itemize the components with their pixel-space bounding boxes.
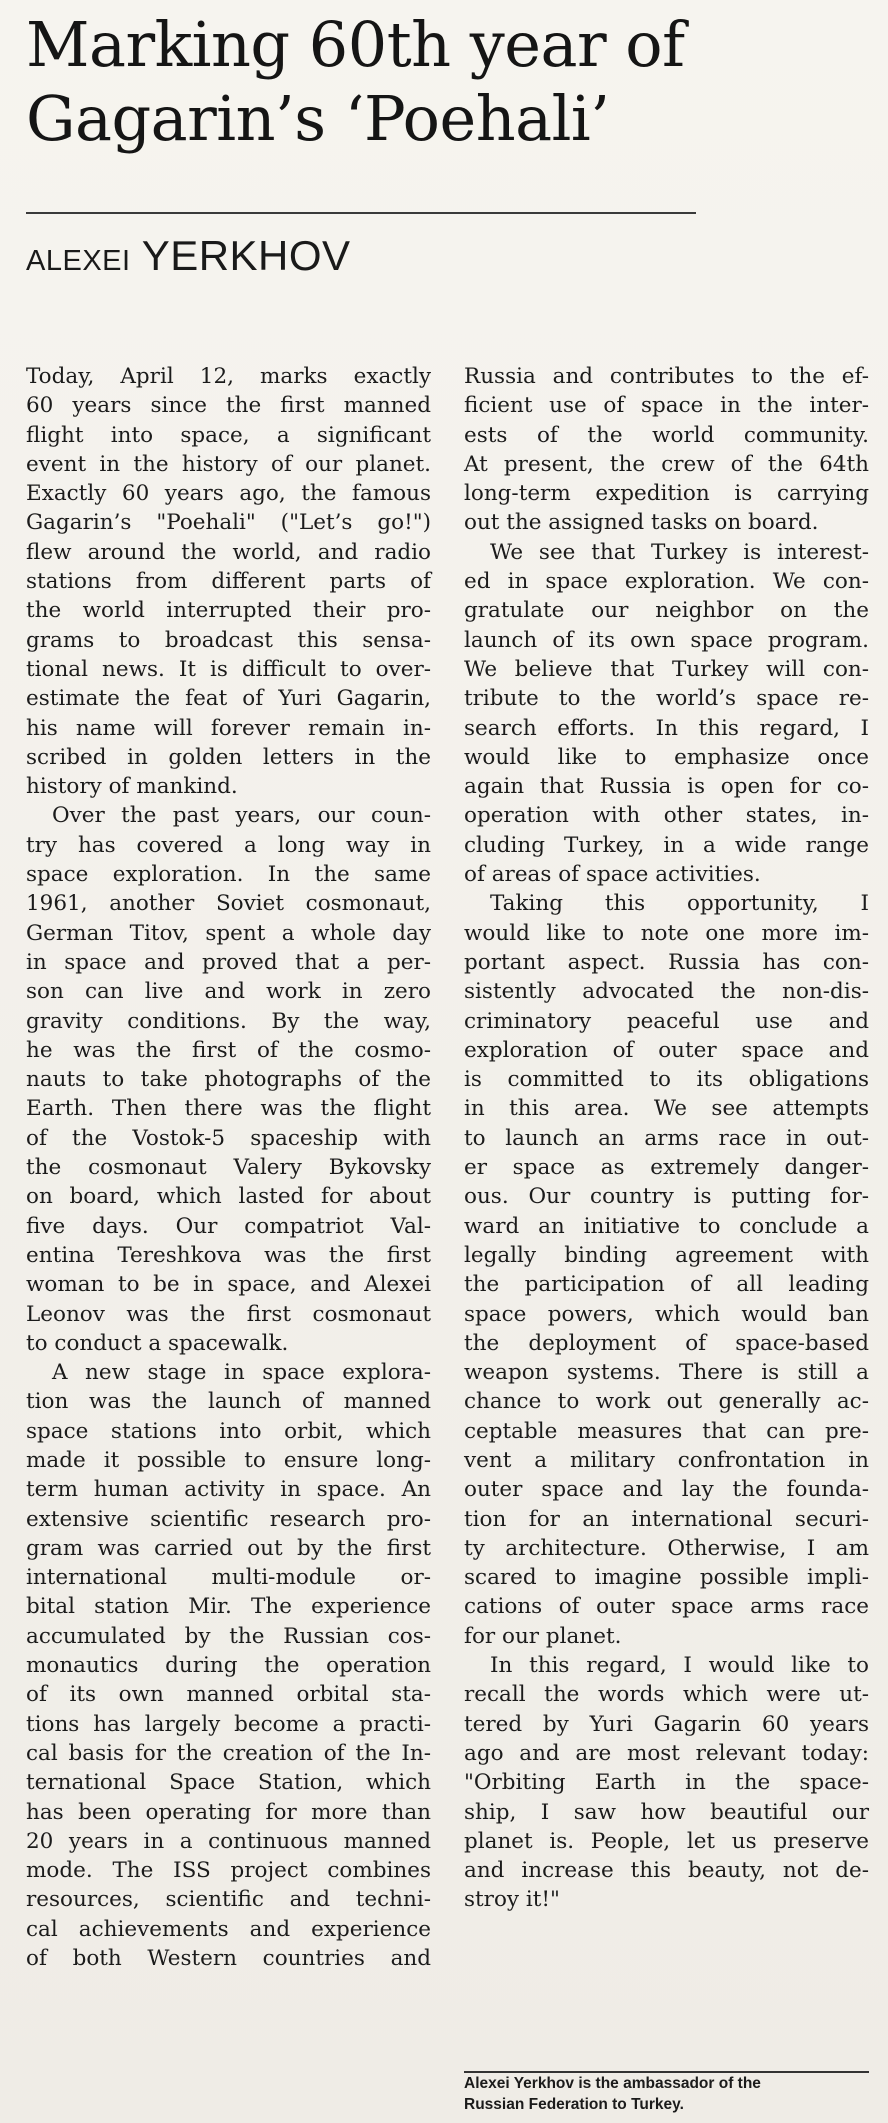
article-text-line: tion was the launch of manned	[26, 1389, 431, 1415]
article-text-line: ty architecture. Otherwise, I am	[464, 1535, 869, 1561]
article-text-line: cluding Turkey, in a wide range	[464, 832, 869, 858]
article-text-line: of the Vostok-5 spaceship with	[26, 1125, 431, 1151]
article-text-line: ed in space exploration. We con-	[464, 569, 869, 595]
article-column-right	[464, 362, 869, 1915]
article-text-line: tribute to the world’s space re-	[464, 686, 869, 712]
article-text-line: nauts to take photographs of the	[26, 1067, 431, 1093]
article-text-line: recall the words which were ut-	[464, 1682, 869, 1708]
article-text-line: to conduct a spacewalk.	[26, 1330, 289, 1356]
article-text-line: Russia and contributes to the ef-	[464, 364, 869, 389]
article-text-line: to launch an arms race in out-	[464, 1125, 869, 1151]
article-column-left	[26, 362, 431, 1973]
article-text-line: of its own manned orbital sta-	[26, 1682, 431, 1708]
headline-line-1: Marking 60th year of	[26, 8, 685, 81]
article-text-line: space stations into orbit, which	[26, 1418, 431, 1444]
byline-first-name: ALEXEI	[26, 245, 131, 277]
article-text-line: and increase this beauty, not de-	[464, 1858, 869, 1884]
article-text-line: chance to work out generally ac-	[464, 1389, 869, 1415]
article-text-line: in space and proved that a per-	[26, 949, 431, 975]
byline	[26, 232, 351, 285]
article-text-line: Gagarin’s "Poehali" ("Let’s go!")	[26, 510, 431, 536]
article-text-line: 60 years since the first manned	[26, 393, 431, 419]
article-text-line: portant aspect. Russia has con-	[464, 949, 869, 975]
article-text-line: of areas of space activities.	[464, 862, 761, 888]
article-text-line: estimate the feat of Yuri Gagarin,	[26, 686, 431, 712]
article-text-line: he was the first of the cosmo-	[26, 1037, 431, 1063]
article-text-line: ceptable measures that can pre-	[464, 1418, 869, 1444]
article-text-line: outer space and lay the founda-	[464, 1477, 869, 1503]
article-text-line: the participation of all leading	[464, 1272, 869, 1298]
article-text-line: In this regard, I would like to	[490, 1653, 869, 1679]
article-text-line: vent a military confrontation in	[464, 1447, 869, 1473]
article-text-line: ship, I saw how beautiful our	[464, 1799, 869, 1825]
article-text-line: five days. Our compatriot Val-	[26, 1213, 431, 1239]
article-text-line: cal basis for the creation of the In-	[26, 1740, 431, 1766]
article-text-line: son can live and work in zero	[26, 979, 431, 1005]
article-text-line: 20 years in a continuous manned	[26, 1828, 431, 1854]
article-text-line: try has covered a long way in	[26, 832, 431, 858]
article-text-line: bital station Mir. The experience	[26, 1594, 431, 1620]
article-text-line: history of mankind.	[26, 774, 238, 800]
article-text-line: ests of the world community.	[464, 422, 869, 448]
article-text-line: We believe that Turkey will con-	[464, 656, 869, 682]
article-text-line: planet is. People, let us preserve	[464, 1828, 869, 1854]
article-text-line: gratulate our neighbor on the	[464, 598, 869, 624]
footnote-line-1: Alexei Yerkhov is the ambassador of the	[464, 2075, 761, 2092]
article-text-line: accumulated by the Russian cos-	[26, 1623, 431, 1649]
article-text-line: term human activity in space. An	[26, 1477, 431, 1503]
article-text-line: sistently advocated the non-dis-	[464, 979, 869, 1005]
article-text-line: search efforts. In this regard, I	[464, 715, 869, 741]
article-text-line: "Orbiting Earth in the space-	[464, 1770, 869, 1796]
article-text-line: ficient use of space in the inter-	[464, 393, 869, 419]
article-text-line: the cosmonaut Valery Bykovsky	[26, 1155, 431, 1181]
article-text-line: on board, which lasted for about	[26, 1184, 431, 1210]
article-text-line: 1961, another Soviet cosmonaut,	[26, 891, 431, 917]
article-text-line: Taking this opportunity, I	[490, 891, 869, 917]
article-text-line: cations of outer space arms race	[464, 1594, 869, 1620]
article-text-line: event in the history of our planet.	[26, 451, 431, 477]
article-text-line: German Titov, spent a whole day	[26, 920, 431, 946]
article-text-line: again that Russia is open for co-	[464, 774, 869, 800]
article-text-line: resources, scientific and techni-	[26, 1887, 431, 1913]
article-text-line: flew around the world, and radio	[26, 539, 431, 565]
article-text-line: out the assigned tasks on board.	[464, 510, 819, 536]
footnote-line-2: Russian Federation to Turkey.	[464, 2096, 684, 2113]
article-text-line: international multi-module or-	[26, 1565, 431, 1591]
article-text-line: ward an initiative to conclude a	[464, 1213, 869, 1239]
article-text-line: would like to emphasize once	[464, 744, 869, 770]
article-text-line: space powers, which would ban	[464, 1301, 869, 1327]
headline	[26, 8, 846, 156]
article-text-line: er space as extremely danger-	[464, 1155, 869, 1181]
article-text-line: made it possible to ensure long-	[26, 1447, 431, 1473]
article-text-line: entina Tereshkova was the first	[26, 1242, 431, 1268]
headline-line-2: Gagarin’s ‘Poehali’	[26, 82, 610, 155]
article-text-line: is committed to its obligations	[464, 1067, 869, 1093]
article-text-line: stations from different parts of	[26, 569, 431, 595]
article-text-line: space exploration. In the same	[26, 862, 431, 888]
article-text-line: mode. The ISS project combines	[26, 1858, 431, 1884]
article-text-line: scribed in golden letters in the	[26, 744, 431, 770]
article-text-line: tion for an international securi-	[464, 1506, 869, 1532]
article-text-line: gravity conditions. By the way,	[26, 1008, 431, 1034]
article-text-line: his name will forever remain in-	[26, 715, 431, 741]
article-text-line: tered by Yuri Gagarin 60 years	[464, 1711, 869, 1737]
article-text-line: long-term expedition is carrying	[464, 481, 869, 507]
article-text-line: would like to note one more im-	[464, 920, 869, 946]
article-text-line: gram was carried out by the first	[26, 1535, 431, 1561]
article-text-line: We see that Turkey is interest-	[490, 539, 869, 565]
article-text-line: ternational Space Station, which	[26, 1770, 431, 1796]
article-text-line: monautics during the operation	[26, 1653, 431, 1679]
article-text-line: Over the past years, our coun-	[52, 803, 431, 829]
article-text-line: weapon systems. There is still a	[464, 1360, 869, 1386]
article-text-line: Leonov was the first cosmonaut	[26, 1301, 431, 1327]
article-text-line: stroy it!"	[464, 1887, 560, 1913]
article-text-line: for our planet.	[464, 1623, 622, 1649]
article-text-line: cal achievements and experience	[26, 1916, 431, 1942]
article-text-line: Exactly 60 years ago, the famous	[26, 481, 431, 507]
article-text-line: the deployment of space-based	[464, 1330, 869, 1356]
article-text-line: of both Western countries and	[26, 1946, 431, 1972]
article-text-line: ous. Our country is putting for-	[464, 1184, 869, 1210]
article-text-line: operation with other states, in-	[464, 803, 869, 829]
article-text-line: legally binding agreement with	[464, 1242, 869, 1268]
article-text-line: scared to imagine possible impli-	[464, 1565, 869, 1591]
article-text-line: ago and are most relevant today:	[464, 1740, 869, 1766]
article-text-line: in this area. We see attempts	[464, 1096, 869, 1122]
article-text-line: woman to be in space, and Alexei	[26, 1272, 431, 1298]
article-text-line: At present, the crew of the 64th	[464, 451, 869, 477]
article-text-line: exploration of outer space and	[464, 1037, 869, 1063]
article-text-line: tional news. It is difficult to over-	[26, 656, 431, 682]
article-text-line: grams to broadcast this sensa-	[26, 627, 431, 653]
article-text-line: Earth. Then there was the flight	[26, 1096, 431, 1122]
article-text-line: flight into space, a significant	[26, 422, 431, 448]
article-text-line: tions has largely become a practi-	[26, 1711, 431, 1737]
article-text-line: launch of its own space program.	[464, 627, 869, 653]
article-text-line: Today, April 12, marks exactly	[26, 364, 431, 389]
article-text-line: the world interrupted their pro-	[26, 598, 431, 624]
byline-last-name: YERKHOV	[141, 232, 351, 279]
author-footnote	[464, 2073, 869, 2115]
article-text-line: has been operating for more than	[26, 1799, 431, 1825]
article-text-line: criminatory peaceful use and	[464, 1008, 869, 1034]
article-text-line: extensive scientific research pro-	[26, 1506, 431, 1532]
headline-divider	[26, 212, 696, 214]
article-text-line: A new stage in space explora-	[52, 1360, 431, 1386]
